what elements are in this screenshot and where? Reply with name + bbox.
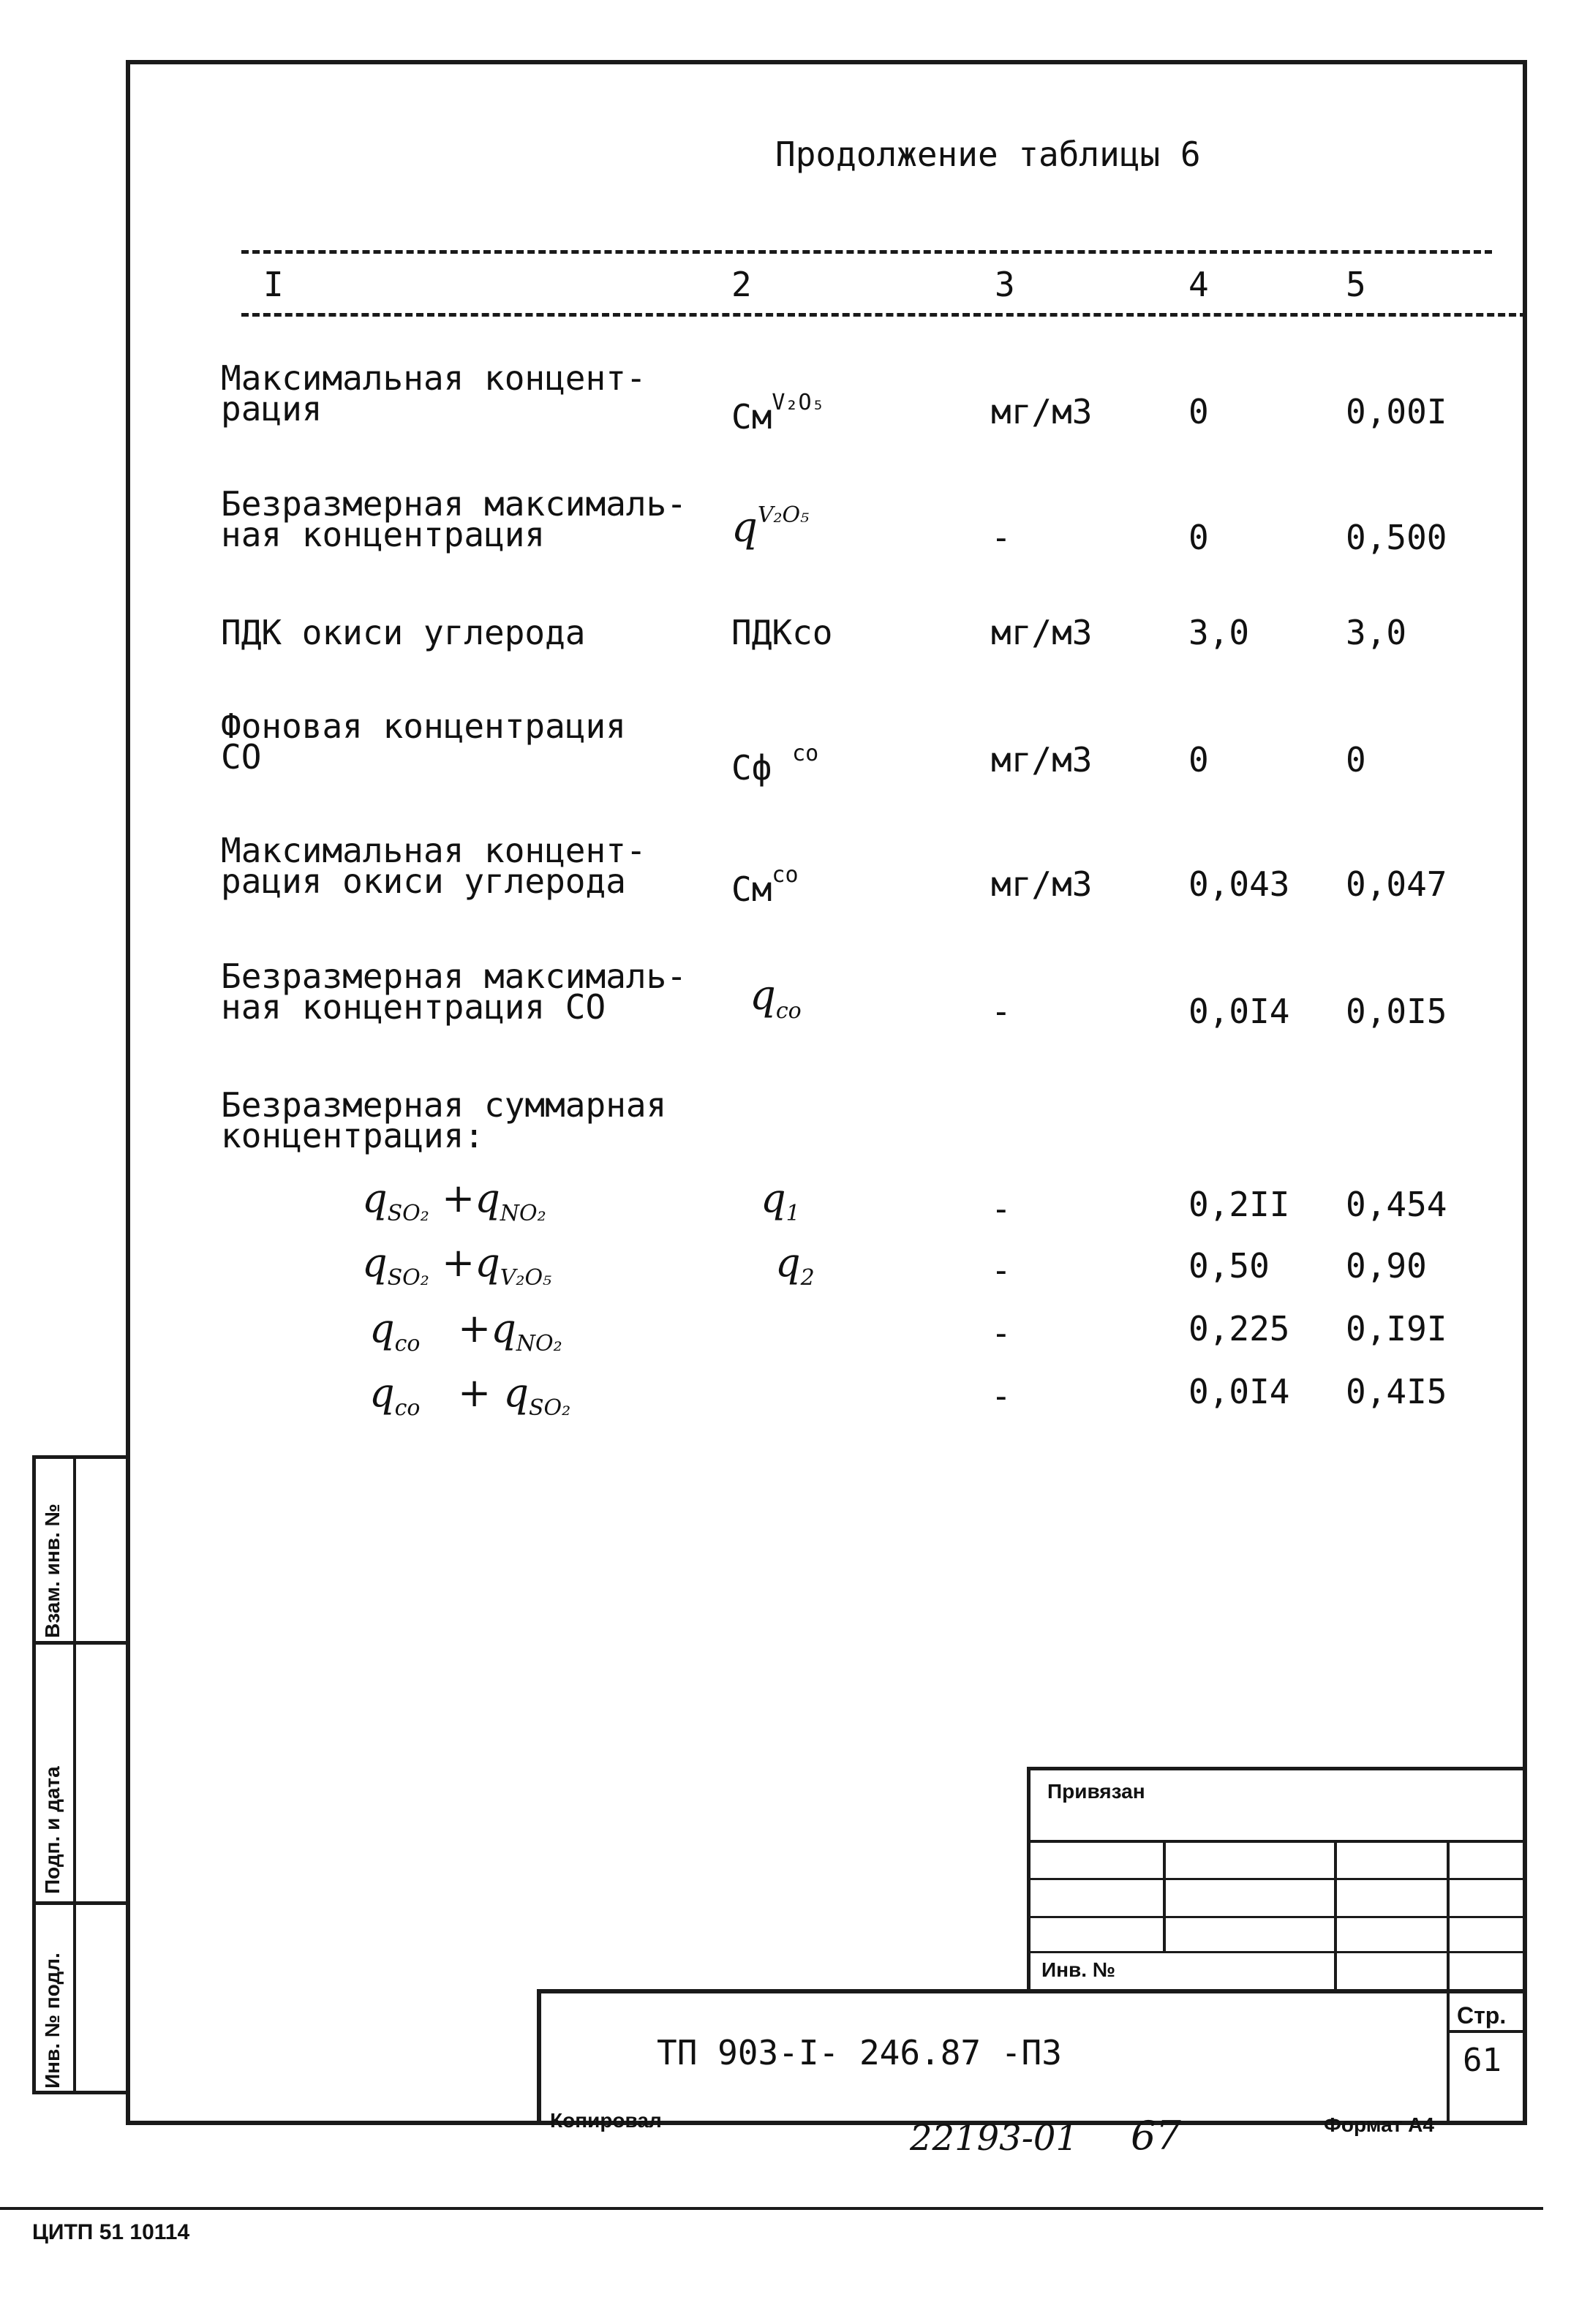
row-col5: 3,0 [1346, 613, 1407, 652]
footer-kopiroval: Копировал [550, 2109, 662, 2132]
page-label: Стр. [1457, 2002, 1507, 2029]
side-stamp-divider [73, 1455, 76, 2094]
row-unit: - [991, 518, 1011, 557]
row-col5: 0,047 [1346, 864, 1447, 904]
stamp-grid-col [1163, 1840, 1166, 1951]
row-unit: мг/м3 [991, 864, 1093, 904]
row-col5: 0,00I [1346, 392, 1447, 431]
row-name-line1: Безразмерная максималь- [221, 957, 687, 996]
sum-expression: $q_{co}$ + $q_{SO_2}$ [369, 1370, 571, 1421]
col-header-5: 5 [1346, 265, 1366, 304]
sum-title-line1: Безразмерная суммарная [221, 1085, 667, 1125]
sum-unit: - [991, 1189, 1011, 1229]
row-name-line2: ная концентрация СО [221, 987, 606, 1027]
col-header-2: 2 [731, 265, 752, 304]
col-header-1: I [263, 265, 284, 304]
col-header-4: 4 [1188, 265, 1209, 304]
row-symbol: $q^{V_2O_5}$ [731, 502, 810, 551]
row-col4: 3,0 [1188, 613, 1250, 652]
stamp-grid-col [1334, 1840, 1337, 1993]
row-col4: 0,0I4 [1188, 992, 1290, 1031]
col-header-3: 3 [995, 265, 1015, 304]
row-col5: 0,500 [1346, 518, 1447, 557]
row-name-line1: Безразмерная максималь- [221, 484, 687, 524]
stamp-grid-rule [1027, 1840, 1527, 1843]
sum-symbol: $q_1$ [761, 1175, 800, 1226]
row-name-line1: Фоновая концентрация [221, 706, 626, 746]
row-unit: мг/м3 [991, 613, 1093, 652]
side-label-inv-podl: Инв. № подл. [41, 1953, 64, 2089]
row-symbol: Сф $^{со}$ [731, 741, 819, 788]
footer-handwritten-page: 67 [1131, 2113, 1181, 2159]
page-number: 61 [1463, 2042, 1502, 2079]
sum-col4: 0,225 [1188, 1309, 1290, 1348]
sum-col4: 0,50 [1188, 1246, 1270, 1286]
sum-expression: $q_{SO_2} +q_{V_2O_5}$ [362, 1240, 552, 1291]
row-symbol: $q_{co}$ [750, 972, 802, 1024]
sum-unit: - [991, 1376, 1011, 1416]
row-unit: - [991, 992, 1011, 1031]
stamp-grid-rule [1027, 1951, 1527, 1953]
header-top-rule [241, 250, 1492, 254]
stamp-grid-rule [1027, 1916, 1527, 1918]
side-stamp-row-rule [32, 1901, 130, 1905]
title-block-left-rule [537, 1989, 541, 2125]
table-continuation-title: Продолжение таблицы 6 [775, 135, 1201, 174]
sum-expression: $q_{co}$ $+q_{NO_2}$ [369, 1305, 562, 1357]
row-col5: 0,0I5 [1346, 992, 1447, 1031]
sum-col5: 0,4I5 [1346, 1372, 1447, 1411]
row-col4: 0 [1188, 740, 1209, 780]
row-symbol: $См^{со}$ [731, 862, 799, 909]
document-code: ТП 903-I- 246.87 -ПЗ [657, 2033, 1062, 2072]
sum-col5: 0,90 [1346, 1246, 1427, 1286]
row-name-line1: Максимальная концент- [221, 358, 647, 398]
row-name-line2: ная концентрация [221, 515, 546, 554]
stamp-inv-no: Инв. № [1041, 1958, 1116, 1981]
sum-col4: 0,2II [1188, 1185, 1290, 1224]
sum-title-line2: концентрация: [221, 1116, 485, 1155]
row-col4: 0,043 [1188, 864, 1290, 904]
side-stamp-row-rule [32, 1641, 130, 1645]
stamp-grid-col [1447, 1840, 1450, 2121]
stamp-grid-rule [1027, 1878, 1527, 1880]
footer-handwritten-number: 22193-01 [910, 2118, 1078, 2159]
sum-symbol: $q_2$ [775, 1240, 815, 1291]
row-symbol: ПДКсо [731, 613, 833, 652]
row-name-line2: рация [221, 389, 323, 429]
side-label-podp: Подп. и дата [41, 1766, 64, 1894]
sum-unit: - [991, 1313, 1011, 1353]
row-symbol: $См^{V_2O_5}$ [731, 390, 825, 437]
footer-format: Формат А4 [1324, 2113, 1434, 2136]
sum-col4: 0,0I4 [1188, 1372, 1290, 1411]
row-col4: 0 [1188, 518, 1209, 557]
sum-expression: $q_{SO_2} +q_{NO_2}$ [362, 1175, 546, 1226]
row-name-line1: Максимальная концент- [221, 831, 647, 870]
row-col5: 0 [1346, 740, 1366, 780]
header-bottom-rule [241, 313, 1527, 317]
sum-col5: 0,454 [1346, 1185, 1447, 1224]
row-name-line2: СО [221, 737, 262, 777]
row-name-line1: ПДК окиси углерода [221, 613, 586, 652]
sum-unit: - [991, 1250, 1011, 1290]
row-unit: мг/м3 [991, 740, 1093, 780]
footer-rule [0, 2207, 1543, 2210]
row-name-line2: рация окиси углерода [221, 861, 626, 901]
side-label-vzam: Взам. инв. № [41, 1504, 64, 1638]
row-unit: мг/м3 [991, 392, 1093, 431]
stamp-privyazan: Привязан [1047, 1780, 1145, 1803]
stamp-left-rule [1027, 1767, 1031, 1993]
sum-col5: 0,I9I [1346, 1309, 1447, 1348]
page-box-rule [1447, 2030, 1527, 2033]
footer-printer-code: ЦИТП 51 10114 [32, 2220, 190, 2244]
title-block-top-rule [537, 1989, 1527, 1993]
stamp-top-rule [1027, 1767, 1527, 1770]
row-col4: 0 [1188, 392, 1209, 431]
